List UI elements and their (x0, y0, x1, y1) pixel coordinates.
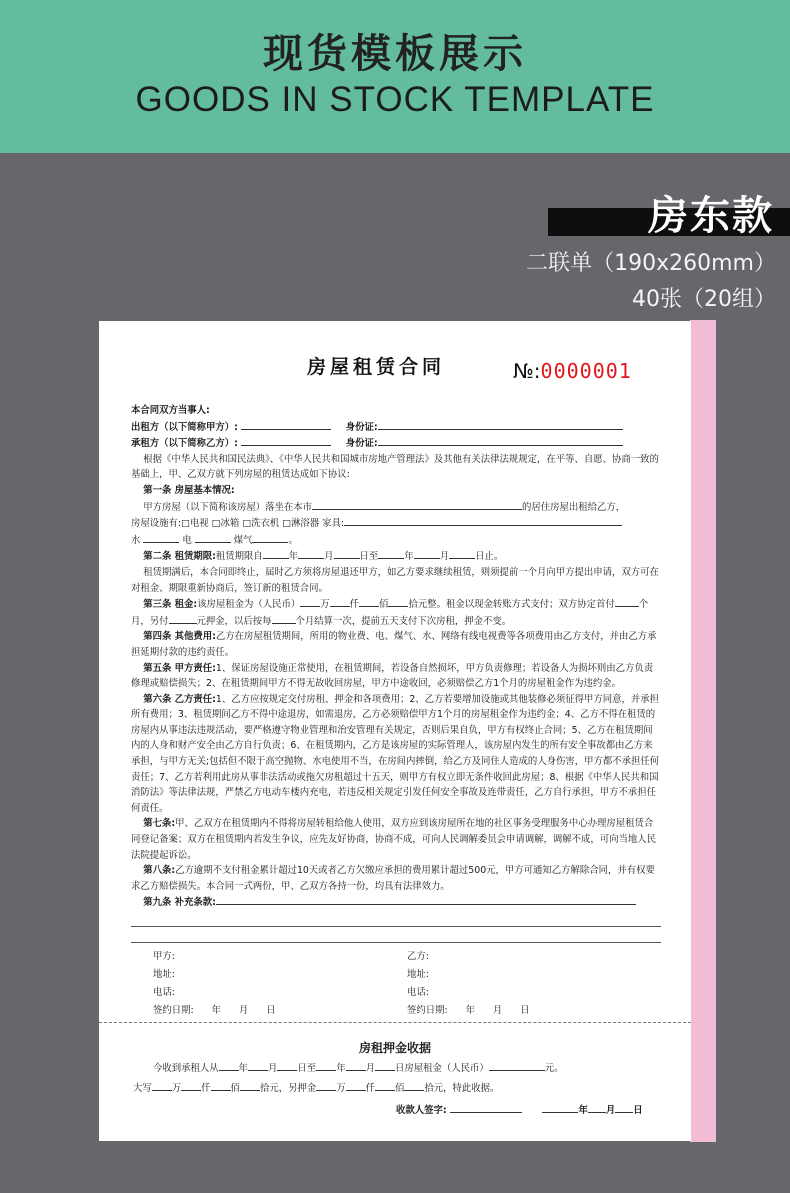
article-6 (131, 692, 661, 817)
party-b-address: 地址: (407, 969, 429, 980)
start-year-field[interactable] (263, 548, 289, 559)
party-b-phone: 电话: (407, 987, 429, 998)
article-1-line-1 (131, 499, 661, 516)
lessor-name-field[interactable] (241, 419, 331, 430)
rc2-b: 拾元，另押金 (259, 1083, 317, 1094)
deposit-field[interactable] (169, 613, 197, 624)
supplement-field-1[interactable] (216, 894, 636, 905)
rc-wan-field[interactable] (152, 1080, 172, 1091)
rc2-bai-2: 佰 (394, 1083, 405, 1094)
rc2-a: 大写 (133, 1083, 152, 1094)
top-banner (0, 0, 790, 153)
rc1-to: 日至 (297, 1063, 317, 1074)
article-3 (131, 596, 661, 629)
rc-sig-label: 收款人签字: (396, 1105, 447, 1116)
lessee-row (131, 435, 661, 452)
rent-wan-field[interactable] (300, 596, 320, 607)
article-1-heading: 第一条 房屋基本情况: (143, 484, 235, 496)
power-label: 电 (182, 534, 192, 546)
lessee-id-field[interactable] (378, 435, 623, 446)
rc1-a: 今收到承租人从 (153, 1063, 219, 1074)
party-b-label: 乙方: (407, 951, 429, 962)
a3-text-a: 该房屋租金为（人民币） (197, 599, 301, 611)
article-5-heading: 第五条 甲方责任: (143, 662, 216, 674)
article-7 (131, 816, 661, 863)
party-a-signature (153, 948, 276, 1020)
article-4-body: 乙方在房屋租赁期间，所用的物业费、电、煤气、水、网络有线电视费等各项费用由乙方支付，并由乙方承担延期付款的违约责任。 (131, 631, 657, 658)
facilities-text: 房屋设施有:□电视 □冰箱 □洗衣机 □淋浴器 家具: (131, 518, 345, 530)
receipt-line-1 (153, 1060, 564, 1074)
rc-dep-shi-field[interactable] (404, 1080, 424, 1091)
rc-dep-wan-field[interactable] (316, 1080, 336, 1091)
serial-prefix: №: (513, 359, 541, 383)
article-9 (131, 894, 661, 911)
a3-qian: 仟 (349, 599, 360, 611)
rc2-qian: 仟 (201, 1083, 211, 1094)
rc-sig-field[interactable] (450, 1102, 522, 1113)
article-5-body: 1、保证房屋设施正常使用，在租赁期间，若设备自然损坏，甲方负责修理；若设备人为损坏则由乙方负责修理或赔偿损失；2、在租赁期间甲方不得无故收回房屋，甲方中途收回，必须赔偿乙方1个月的房屋租金作为违约金。 (131, 662, 654, 690)
article-8-body: 乙方逾期不支付租金累计超过10天或者乙方欠缴应承担的费用累计超过500元，甲方可通知乙方解除合同，并有权要求乙方赔偿损失。本合同一式两份，甲、乙双方各持一份，均具有法律效力。 (131, 865, 655, 892)
article-2-line (131, 548, 661, 565)
a2-y2: 年 (404, 551, 414, 563)
lessor-label: 出租方（以下简称甲方）: (131, 421, 238, 433)
a2-m1: 月 (324, 551, 334, 563)
contract-body (131, 403, 661, 943)
water-field[interactable] (143, 532, 179, 543)
article-5 (131, 661, 661, 692)
furniture-field[interactable] (344, 515, 622, 526)
a3-wan: 万 (320, 599, 330, 611)
a2-to: 日至 (359, 551, 379, 563)
receipt-line-2 (133, 1080, 499, 1094)
address-field[interactable] (312, 499, 522, 510)
a3-shi: 拾 (408, 599, 418, 611)
article-8-heading: 第八条: (143, 865, 176, 877)
rc-from-month[interactable] (248, 1060, 268, 1071)
article-1-line-3: 水 电 煤气 。 (131, 532, 661, 549)
a3-bai: 佰 (379, 599, 389, 611)
rc-day-field[interactable] (615, 1102, 633, 1113)
a3-text-d: 元押金，以后按每 (196, 615, 272, 627)
intro-text: 根据《中华人民共和国民法典》、《中华人民共和国城市房地产管理法》及其他有关法律法规规定，在平等、自愿、协商一致的基础上，甲、乙双方就下列房屋的租赁达成如下协议: (131, 453, 659, 481)
party-a-date (153, 1002, 276, 1020)
prepay-months-field[interactable] (615, 596, 639, 607)
article-4 (131, 629, 661, 660)
a1-text-a: 甲方房屋（以下简称该房屋）落坐在本市 (143, 501, 312, 513)
copy-stripe (690, 320, 716, 1142)
rc2-qian-2: 仟 (365, 1083, 375, 1094)
rc-shi-field[interactable] (240, 1080, 260, 1091)
a3-text-b: 元整。租金以现金转账方式支付；双方协定首付 (417, 599, 615, 611)
article-6-body: 1、乙方应按规定交付房租、押金和各项费用；2、乙方若要增加设施或其他装修必须征得甲方同意，并承担所有费用；3、租赁期间乙方不得中途退房，如需退房，乙方必须赔偿甲方1个月的房屋租金作为违约金；4、乙方不得在租赁的房屋内从事违法违规活动，要严格遵守物业管理和治安管理有关规定，否则后果自负，甲方有权终止合同；5、乙方在租赁期间内的人身和财产安全由乙方自行负责；6、在租赁期内，乙方是该房屋的实际管理人，该房屋内发生的所有安全事故都由乙方来承担，与甲方无关;包括但不限于高空抛物、水电使用不当，在房间内摔倒，给乙方及同住人造成的人身伤害，甲方都不承担任何责任；7、乙方若利用此房从事非法活动或拖欠房租超过十五天，则甲方有权立即无条件收回此房屋；8、根据《中华人民共和国消防法》等法律法规，严禁乙方电动车楼内充电，若违反相关规定引发任何安全事故及连带责任，乙方自行承担，甲方不承担任何责任。 (131, 693, 660, 814)
rc-month-field[interactable] (588, 1102, 606, 1113)
article-1-line-2 (131, 515, 661, 532)
article-7-heading: 第七条: (143, 818, 176, 830)
rc-year-field[interactable] (542, 1102, 578, 1113)
rent-qian-field[interactable] (330, 596, 350, 607)
rent-shi-field[interactable] (388, 596, 408, 607)
parties-heading: 本合同双方当事人: (131, 405, 210, 416)
party-b-date (407, 1002, 530, 1020)
rc-from-day[interactable] (277, 1060, 297, 1071)
contract-sheet (99, 321, 691, 1141)
rc1-y2: 年 (336, 1063, 346, 1074)
receipt-signature (396, 1102, 643, 1116)
cycle-months-field[interactable] (272, 613, 296, 624)
rent-bai-field[interactable] (359, 596, 379, 607)
lessor-row (131, 419, 661, 436)
a3-text-c: 个月，另付 (131, 599, 649, 627)
lessee-label: 承租方（以下简称乙方）: (131, 438, 238, 450)
rc2-wan-2: 万 (336, 1083, 346, 1094)
contract-title: 房屋租赁合同 (307, 356, 446, 378)
date-y: 年 (465, 1005, 475, 1016)
date-m: 月 (492, 1005, 503, 1016)
date-m: 月 (238, 1005, 249, 1016)
rc-dep-qian-field[interactable] (346, 1080, 366, 1091)
rc1-c: 元。 (544, 1063, 564, 1074)
rc1-y1: 年 (238, 1063, 249, 1074)
rc-bai-field[interactable] (211, 1080, 231, 1091)
party-a-label: 甲方: (153, 951, 175, 962)
article-3-heading: 第三条 租金: (143, 599, 198, 611)
lessee-id-label: 身份证: (345, 438, 378, 450)
rc-to-year[interactable] (316, 1060, 336, 1071)
a1-text-b: 的居住房屋出租给乙方， (521, 501, 626, 513)
rc1-m2: 月 (365, 1063, 375, 1074)
lessor-id-field[interactable] (378, 419, 623, 430)
party-b-signature (407, 948, 530, 1020)
rc-to-day[interactable] (375, 1060, 395, 1071)
banner-title-cn: 现货模板展示 (263, 31, 527, 77)
tag-label: 房东款 (648, 193, 774, 239)
date-label: 签约日期: (407, 1005, 448, 1016)
rc-m: 月 (605, 1105, 616, 1116)
article-4-heading: 第四条 其他费用: (143, 631, 216, 643)
supplement-line-3[interactable] (131, 927, 661, 943)
end-year-field[interactable] (378, 548, 404, 559)
spec-count: 40张（20组） (632, 287, 776, 312)
lessee-name-field[interactable] (241, 435, 331, 446)
end-day-field[interactable] (449, 548, 475, 559)
a2-m2: 月 (439, 551, 450, 563)
start-day-field[interactable] (334, 548, 360, 559)
date-d: 日 (266, 1005, 276, 1016)
rc2-wan: 万 (171, 1083, 182, 1094)
tear-line (99, 1022, 691, 1023)
rc1-b: 日房屋租金（人民币） (394, 1063, 489, 1074)
article-2-heading: 第二条 租赁期限: (143, 551, 216, 563)
supplement-line-2[interactable] (131, 911, 661, 927)
end-month-field[interactable] (414, 548, 440, 559)
lessor-id-label: 身份证: (345, 421, 378, 433)
receipt-title: 房租押金收据 (358, 1041, 431, 1055)
article-7-body: 甲、乙双方在租赁期内不得将房屋转租给他人使用，双方应到该房屋所在地的社区事务受理服务中心办理房屋租赁合同登记备案；双方在租赁期内若发生争议，应先友好协商，协商不成，可向人民调解委员会申请调解，调解不成，可向当地人民法院提起诉讼。 (131, 818, 657, 861)
party-a-phone: 电话: (153, 987, 175, 998)
rc-d: 日 (633, 1105, 643, 1116)
a2-text: 租赁期限自 (215, 551, 263, 563)
rc-y: 年 (578, 1105, 588, 1116)
date-label: 签约日期: (153, 1005, 194, 1016)
party-a-address: 地址: (153, 969, 175, 980)
water-label: 水 (131, 534, 141, 546)
serial-number (513, 359, 632, 383)
rc-amount[interactable] (489, 1060, 545, 1071)
rc-to-month[interactable] (346, 1060, 366, 1071)
start-month-field[interactable] (298, 548, 324, 559)
gas-field[interactable] (252, 532, 288, 543)
date-d: 日 (520, 1005, 530, 1016)
a3-text-e: 个月结算一次，提前五天支付下次房租，押金不变。 (295, 615, 512, 627)
article-2-body: 租赁期满后，本合同即终止，届时乙方须将房屋退还甲方，如乙方要求继续租赁，则须提前一个月向甲方提出申请，双方可在对租金、期限重新协商后，签订新的租赁合同。 (131, 566, 659, 594)
rc1-m1: 月 (268, 1063, 278, 1074)
banner-title-en: GOODS IN STOCK TEMPLATE (135, 80, 655, 119)
article-6-heading: 第六条 乙方责任: (143, 693, 216, 705)
power-field[interactable] (195, 532, 231, 543)
rc2-bai: 佰 (230, 1083, 240, 1094)
spec-size: 二联单（190x260mm） (526, 251, 776, 276)
article-8 (131, 863, 661, 894)
a2-y1: 年 (288, 551, 299, 563)
rc2-c: 拾元，特此收据。 (424, 1083, 500, 1094)
serial-value: 0000001 (540, 359, 632, 383)
article-9-heading: 第九条 补充条款: (143, 897, 216, 909)
date-y: 年 (211, 1005, 221, 1016)
rc-from-year[interactable] (219, 1060, 239, 1071)
rc-dep-bai-field[interactable] (375, 1080, 395, 1091)
rc-qian-field[interactable] (181, 1080, 201, 1091)
gas-label: 煤气 (233, 534, 253, 546)
a2-end: 日止。 (475, 551, 504, 563)
